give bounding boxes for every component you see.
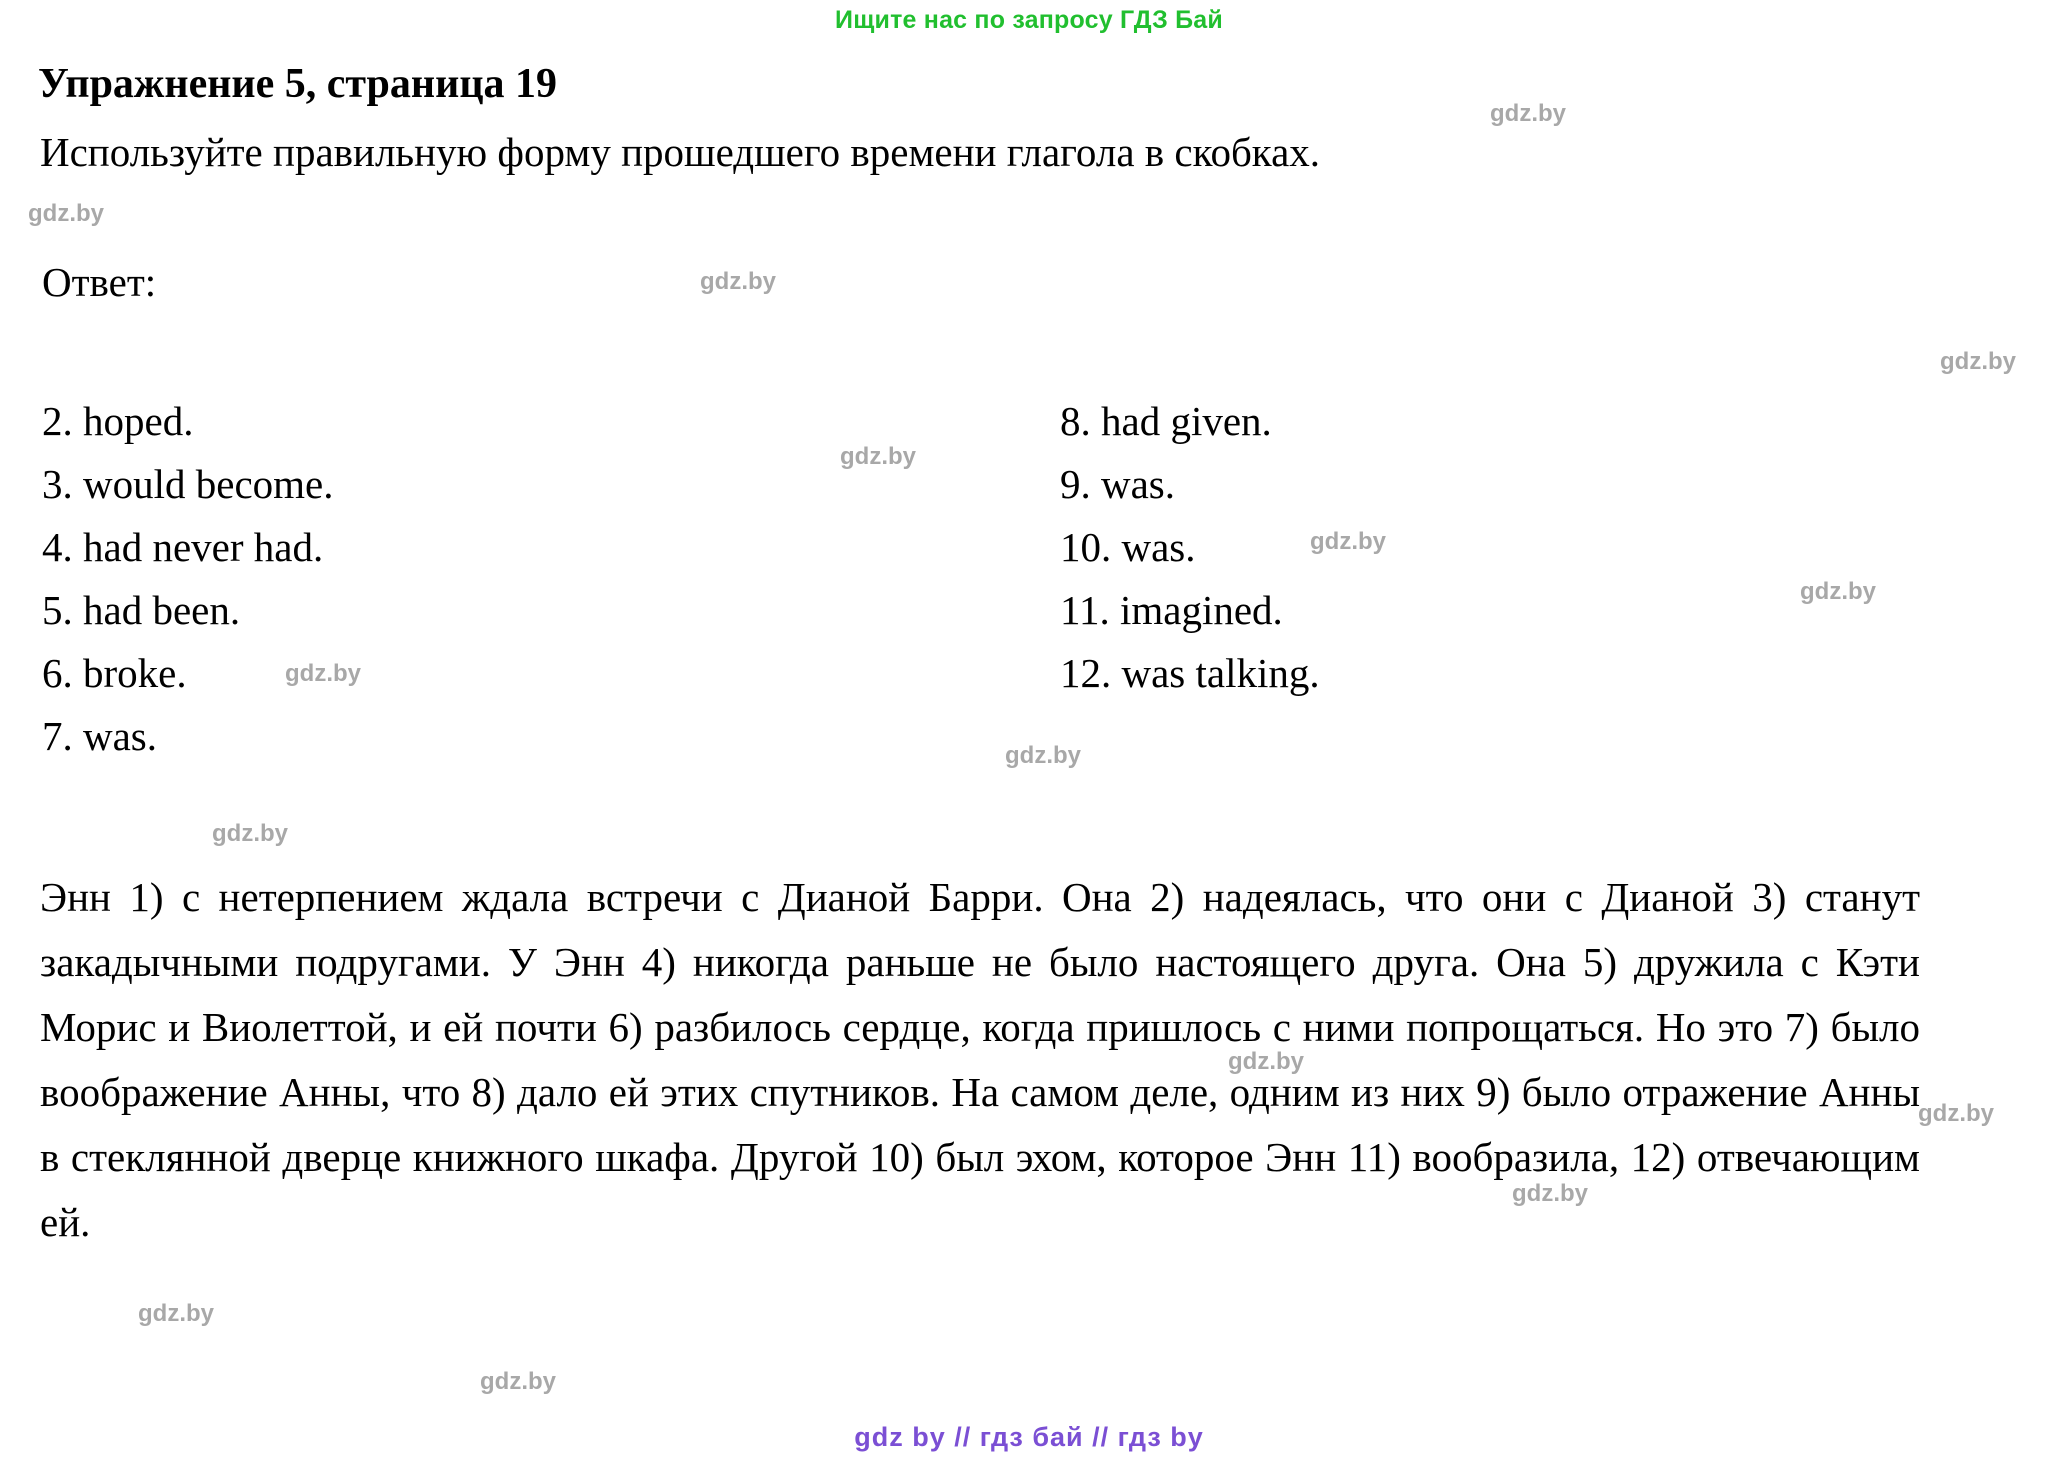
translation-paragraph: Энн 1) с нетерпением ждала встречи с Дианой Барри. Она 2) надеялась, что они с Дианой 3) станут закадычными подругами. У Энн 4) никогда раньше не было настоящего друга. Она 5) дружила с Кэти Морис и Виолеттой, и ей почти 6) разбилось сердце, когда пришлось с ними попрощаться. Но это 7) было воображение Анны, что 8) дало ей этих спутников. На самом деле, одним из них 9) было отражение Анны в стеклянной дверце книжного шкафа. Другой 10) был эхом, которое Энн 11) вообразила, 12) отвечающим ей. xyxy=(40,874,1920,1245)
list-item: 8. had given. xyxy=(1060,398,1272,444)
answers-left-column xyxy=(42,390,333,768)
watermark-text: gdz.by xyxy=(212,820,288,847)
promo-banner: Ищите нас по запросу ГДЗ Бай xyxy=(835,6,1223,34)
list-item: 7. was. xyxy=(42,713,158,759)
answer-label: Ответ: xyxy=(42,259,157,305)
list-item: 11. imagined. xyxy=(1060,587,1283,633)
list-item: 2. hoped. xyxy=(42,398,194,444)
watermark-text: gdz.by xyxy=(700,268,776,295)
list-item: 10. was. xyxy=(1060,524,1196,570)
watermark-text: gdz.by xyxy=(480,1368,556,1395)
watermark-text: gdz.by xyxy=(138,1300,214,1327)
footer-links: gdz by // гдз бай // гдз by xyxy=(854,1422,1204,1452)
watermark-text: gdz.by xyxy=(1918,1100,1994,1127)
watermark-text: gdz.by xyxy=(1940,348,2016,375)
watermark-text: gdz.by xyxy=(840,443,916,470)
page-title: Упражнение 5, страница 19 xyxy=(38,61,558,107)
watermark-text: gdz.by xyxy=(1490,100,1566,127)
watermark-text: gdz.by xyxy=(1800,578,1876,605)
list-item: 12. was talking. xyxy=(1060,650,1320,696)
watermark-text: gdz.by xyxy=(285,660,361,687)
watermark-text: gdz.by xyxy=(28,200,104,227)
list-item: 3. would become. xyxy=(42,461,334,507)
list-item: 4. had never had. xyxy=(42,524,324,570)
list-item: 9. was. xyxy=(1060,461,1176,507)
watermark-text: gdz.by xyxy=(1512,1180,1588,1207)
list-item: 6. broke. xyxy=(42,650,187,696)
watermark-text: gdz.by xyxy=(1228,1048,1304,1075)
task-instruction: Используйте правильную форму прошедшего времени глагола в скобках. xyxy=(40,129,1321,175)
watermark-text: gdz.by xyxy=(1005,742,1081,769)
watermark-text: gdz.by xyxy=(1310,528,1386,555)
list-item: 5. had been. xyxy=(42,587,241,633)
answers-right-column xyxy=(1060,390,1320,705)
